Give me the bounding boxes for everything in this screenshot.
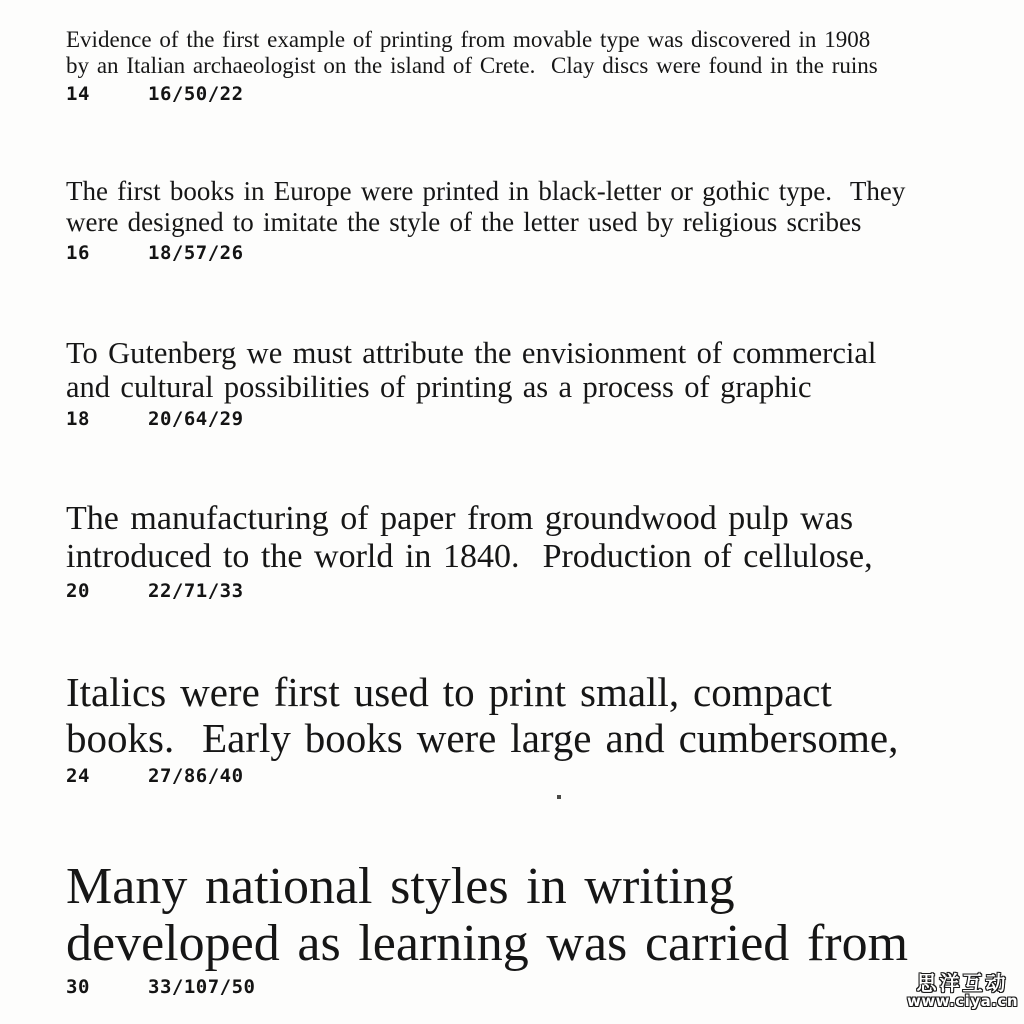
specimen-label-row xyxy=(66,244,905,263)
point-size-label: 18 xyxy=(66,408,90,430)
specimen-label-row xyxy=(66,978,908,997)
specimen-text-line: introduced to the world in 1840. Production of cellulose, xyxy=(66,538,873,575)
size-leading-spec: 27/86/40 xyxy=(148,765,244,787)
specimen-text-line: Many national styles in writing xyxy=(66,858,735,915)
scan-artifact-dot xyxy=(557,795,561,799)
point-size-label: 20 xyxy=(66,580,90,602)
watermark-url-text: www.ciya.cn xyxy=(906,992,1018,1010)
specimen-text-line: To Gutenberg we must attribute the envisionment of commercial xyxy=(66,336,877,370)
specimen-block-24pt xyxy=(66,669,898,786)
specimen-block-30pt xyxy=(66,858,908,997)
point-size-label: 14 xyxy=(66,83,90,105)
size-leading-spec: 18/57/26 xyxy=(148,242,244,264)
specimen-label-row xyxy=(66,582,873,601)
specimen-text-line: Italics were first used to print small, compact xyxy=(66,669,832,715)
size-leading-spec: 22/71/33 xyxy=(148,580,244,602)
specimen-text-line: by an Italian archaeologist on the island of Crete. Clay discs were found in the ruins xyxy=(66,53,878,78)
size-leading-spec: 16/50/22 xyxy=(148,83,244,105)
specimen-text-line: were designed to imitate the style of the letter used by religious scribes xyxy=(66,207,862,237)
specimen-text-line: books. Early books were large and cumbersome, xyxy=(66,715,899,761)
specimen-text-line: The manufacturing of paper from groundwood pulp was xyxy=(66,500,854,537)
point-size-label: 30 xyxy=(66,976,90,998)
specimen-text-line: Evidence of the first example of printing from movable type was discovered in 1908 xyxy=(66,27,871,52)
specimen-label-row xyxy=(66,767,898,786)
specimen-label-row xyxy=(66,85,878,104)
point-size-label: 16 xyxy=(66,242,90,264)
size-leading-spec: 33/107/50 xyxy=(148,976,256,998)
specimen-text-line: developed as learning was carried from xyxy=(66,915,909,972)
specimen-text-line: and cultural possibilities of printing as a process of graphic xyxy=(66,370,812,404)
specimen-block-14pt xyxy=(66,27,878,104)
watermark-brand-text: 思洋互动 xyxy=(916,971,1009,995)
specimen-text-line: The first books in Europe were printed in black-letter or gothic type. They xyxy=(66,176,906,206)
specimen-block-16pt xyxy=(66,176,905,263)
specimen-block-18pt xyxy=(66,336,876,429)
size-leading-spec: 20/64/29 xyxy=(148,408,244,430)
specimen-label-row xyxy=(66,410,876,429)
watermark xyxy=(907,972,1018,1009)
specimen-block-20pt xyxy=(66,500,873,601)
point-size-label: 24 xyxy=(66,765,90,787)
